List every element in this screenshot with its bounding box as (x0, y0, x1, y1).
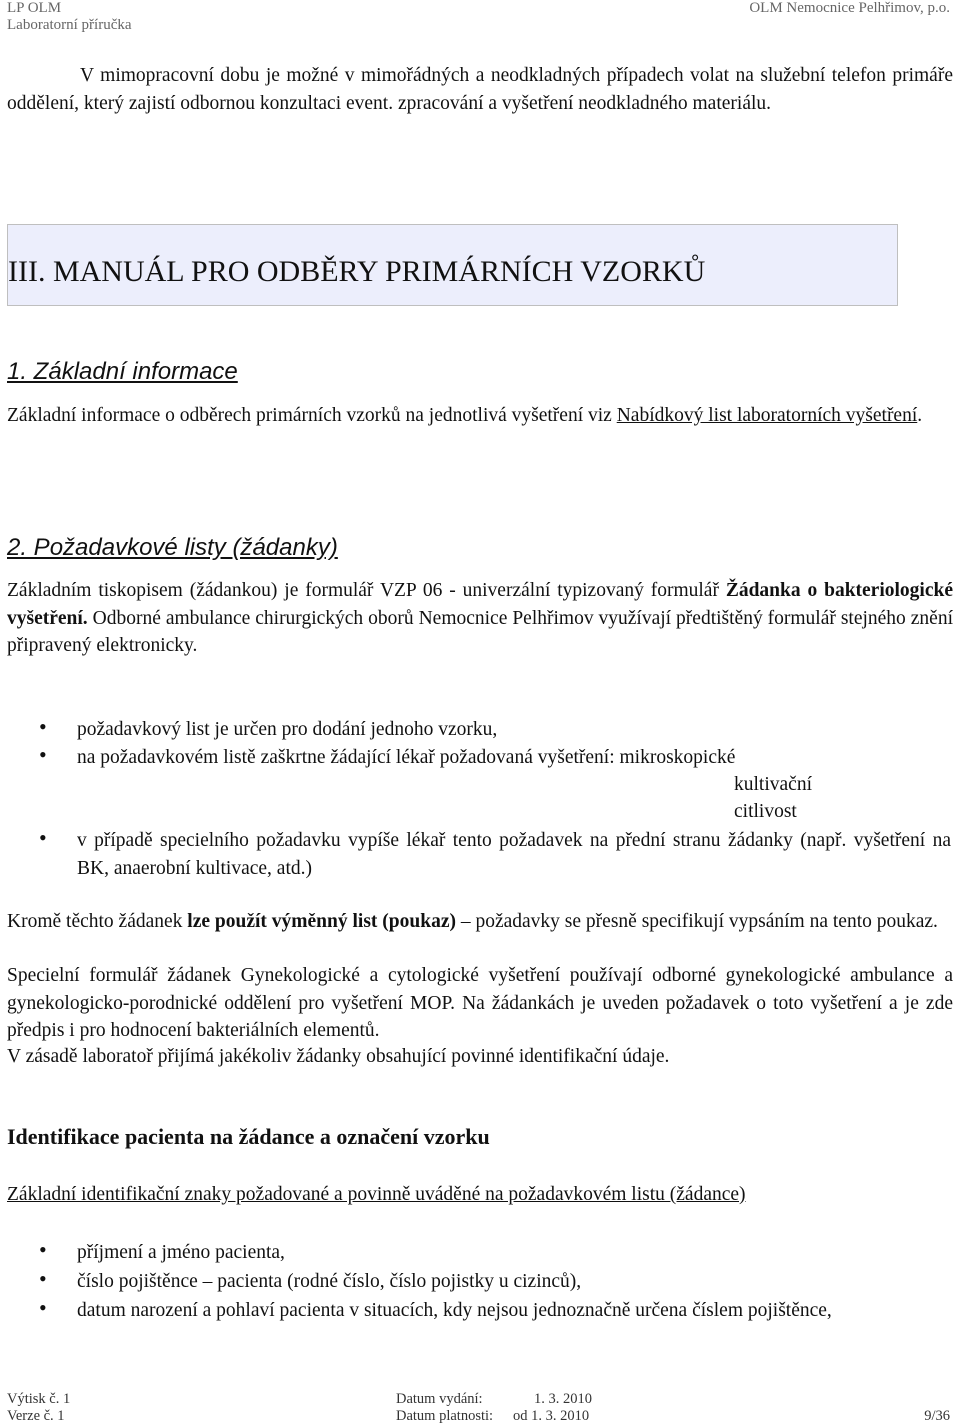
p2-exchange-list: lze použít výměnný list (poukaz) (187, 911, 456, 932)
header-left (7, 0, 132, 34)
page-number: 9/36 (924, 1408, 950, 1424)
bullet-icon: • (39, 825, 47, 850)
section2-paragraph2 (7, 908, 953, 936)
section2-paragraph4: V zásadě laboratoř přijímá jakékoliv žádanky obsahující povinné identifikační údaje. (7, 1046, 670, 1067)
p1-text-c: Odborné ambulance chirurgických oborů Nemocnice Pelhřimov využívají předtištěný formulář stejného znění připravený elektronicky. (7, 607, 953, 656)
section2-paragraph3: Specielní formulář žádanek Gynekologické a cytologické vyšetření používají odborné gynekologické ambulance a gynekologicko-porodnické oddělení pro vyšetření MOP. Na žádankách je uveden požadavek o toto vyšetření a je zde předpis i pro hodnocení bakteriálních elementů. (7, 965, 953, 1041)
identification-bullet3: datum narození a pohlaví pacienta v situacích, kdy nejsou jednoznačně určena číslem pojištěnce, (77, 1300, 832, 1321)
section2-bullet2: na požadavkovém listě zaškrtne žádající lékař požadovaná vyšetření: mikroskopické (77, 747, 736, 768)
footer-version: Verze č. 1 (7, 1408, 65, 1424)
section2-bullet3: v případě specielního požadavku vypíše lékař tento požadavek na přední stranu žádanky (např. vyšetření na BK, anaerobní kultivace, atd.) (77, 830, 951, 879)
identification-bullet2: číslo pojištěnce – pacienta (rodné číslo, číslo pojistky u cizinců), (77, 1271, 582, 1292)
chapter-heading-box (7, 224, 898, 306)
intro-paragraph: V mimopracovní dobu je možné v mimořádných a neodkladných případech volat na služební telefon primáře oddělení, který zajistí odbornou konzultaci event. zpracování a vyšetření neodkladného materiálu. (7, 65, 953, 114)
section2-bullet2-sensitivity: citlivost (734, 801, 797, 822)
p1-form-name: Žádanka o bakteriologické vyšetření. (7, 580, 953, 629)
footer-issued-value: 1. 3. 2010 (534, 1391, 592, 1407)
chapter-title: III. MANUÁL PRO ODBĚRY PRIMÁRNÍCH VZORKŮ (8, 255, 706, 288)
bullet-icon: • (39, 1295, 47, 1320)
footer-issued-label: Datum vydání: (396, 1391, 483, 1407)
section2-bullet1: požadavkový list je určen pro dodání jednoho vzorku, (77, 719, 498, 740)
bullet-icon: • (39, 1266, 47, 1291)
section2-paragraph1 (7, 577, 953, 660)
bullet-icon: • (39, 742, 47, 767)
header-doc-title: Laboratorní příručka (7, 17, 132, 33)
section2-bullet2-culture: kultivační (734, 774, 812, 795)
header-doc-code: LP OLM (7, 0, 62, 16)
footer-valid-label: Datum platnosti: (396, 1408, 494, 1424)
identification-title: Identifikace pacienta na žádance a označení vzorku (7, 1124, 490, 1149)
section1-paragraph (7, 402, 953, 430)
section2-title: 2. Požadavkové listy (žádanky) (7, 534, 338, 561)
offer-list-link[interactable]: Nabídkový list laboratorních vyšetření (616, 405, 918, 426)
p2-text-a: Kromě těchto žádanek (7, 911, 188, 932)
bullet-icon: • (39, 1237, 47, 1262)
footer-print: Výtisk č. 1 (7, 1391, 71, 1407)
section1-title: 1. Základní informace (7, 358, 238, 385)
identification-subtitle: Základní identifikační znaky požadované a povinně uváděné na požadavkovém listu (žádance) (7, 1184, 746, 1205)
identification-bullet1: příjmení a jméno pacienta, (77, 1242, 285, 1263)
section1-text: Základní informace o odběrech primárních vzorků na jednotlivá vyšetření viz (7, 405, 617, 426)
section1-text-end: . (917, 405, 923, 426)
header-organization: OLM Nemocnice Pelhřimov, p.o. (749, 0, 950, 16)
p1-text-a: Základním tiskopisem (žádankou) je formulář VZP 06 - univerzální typizovaný formulář (7, 580, 726, 601)
bullet-icon: • (39, 714, 47, 739)
p2-text-c: – požadavky se přesně specifikují vypsáním na tento poukaz. (455, 911, 938, 932)
footer-valid-value: od 1. 3. 2010 (513, 1408, 590, 1424)
